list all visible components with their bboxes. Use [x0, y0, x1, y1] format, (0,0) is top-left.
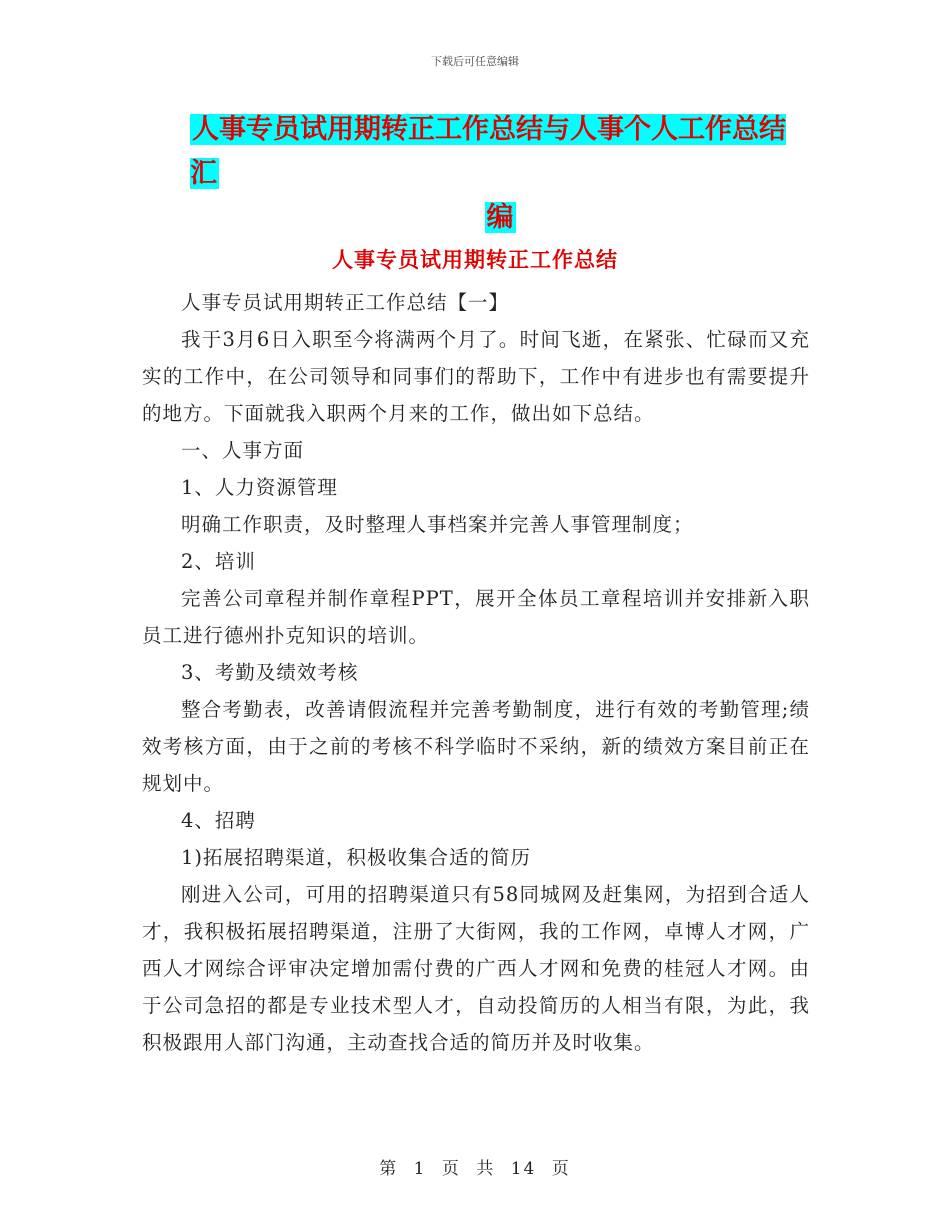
title-line-1: 人事专员试用期转正工作总结与人事个人工作总结汇: [190, 114, 786, 189]
paragraph: 刚进入公司，可用的招聘渠道只有58同城网及赶集网，为招到合适人才，我积极拓展招聘渠道，注册了大街网，我的工作网，卓博人才网，广西人才网综合评审决定增加需付费的广西人才网和免费的桂冠人才网。由于公司急招的都是专业技术型人才，自动投简历的人相当有限，为此，我积极跟用人部门沟通，主动查找合适的简历并及时收集。: [142, 883, 810, 1054]
paragraph: 完善公司章程并制作章程PPT，展开全体员工章程培训并安排新入职员工进行德州扑克知识的培训。: [142, 587, 810, 647]
paragraph: 1、人力资源管理: [181, 476, 338, 499]
paragraph: 我于3月6日入职至今将满两个月了。时间飞逝，在紧张、忙碌而又充实的工作中，在公司领导和同事们的帮助下，工作中有进步也有需要提升的地方。下面就我入职两个月来的工作，做出如下总结。: [142, 328, 810, 425]
paragraph: 1)拓展招聘渠道，积极收集合适的简历: [181, 846, 532, 869]
page-footer: 第 1 页 共 14 页: [379, 1159, 571, 1179]
paragraph: 3、考勤及绩效考核: [181, 661, 359, 684]
body-text: [142, 284, 810, 1061]
paragraph: 人事专员试用期转正工作总结【一】: [181, 291, 510, 314]
section-title: 人事专员试用期转正工作总结: [332, 248, 618, 272]
paragraph: 4、招聘: [181, 809, 256, 832]
paragraph: 整合考勤表，改善请假流程并完善考勤制度，进行有效的考勤管理;绩效考核方面，由于之前的考核不科学临时不采纳，新的绩效方案目前正在规划中。: [142, 698, 810, 795]
paragraph: 2、培训: [181, 550, 256, 573]
header-note: 下载后可任意编辑: [431, 55, 519, 68]
title-line-2: 编: [486, 202, 514, 233]
document-title: [190, 108, 810, 240]
paragraph: 一、人事方面: [181, 439, 305, 462]
paragraph: 明确工作职责，及时整理人事档案并完善人事管理制度；: [181, 513, 694, 536]
